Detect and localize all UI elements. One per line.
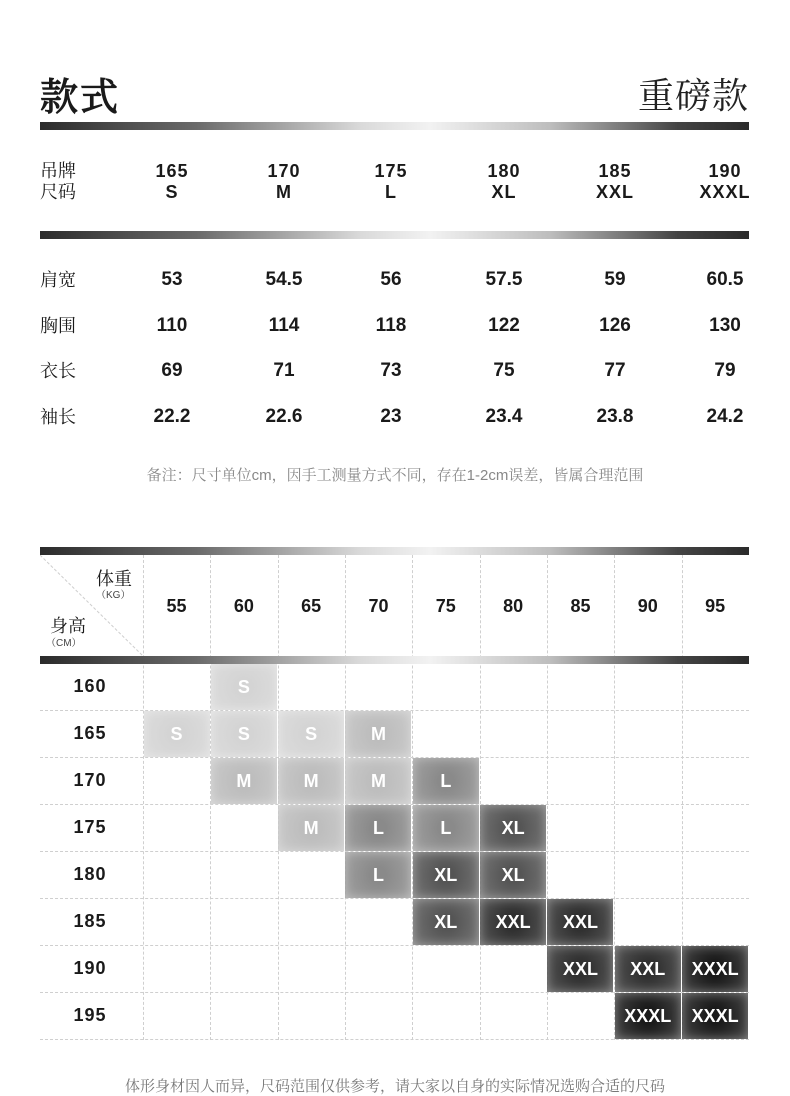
height-value: 170	[73, 770, 107, 790]
weight-value: 85	[570, 596, 591, 616]
height-label: 身高	[50, 616, 86, 636]
measurement-value: 22.6	[265, 406, 303, 427]
measurement-label: 胸围	[40, 316, 76, 336]
size-recommendation-cell: XXXL	[682, 993, 748, 1039]
measurement-value: 75	[493, 360, 515, 381]
tag-height: 185	[598, 161, 632, 181]
height-value: 180	[73, 864, 107, 884]
size-recommendation-cell: XL	[413, 852, 479, 898]
tag-size: XXL	[595, 182, 634, 202]
divider-bar	[40, 547, 749, 555]
size-column-header	[685, 161, 765, 203]
measurement-value: 69	[161, 360, 183, 381]
tag-height: 165	[155, 161, 189, 181]
measurement-value: 22.2	[153, 406, 191, 427]
height-unit: （CM）	[46, 638, 82, 649]
grid-line	[480, 555, 481, 1040]
tag-height: 170	[267, 161, 301, 181]
grid-line	[40, 898, 749, 899]
size-column-header	[575, 161, 655, 203]
size-recommendation-cell: M	[278, 805, 344, 851]
size-column-header	[351, 161, 431, 203]
weight-value: 80	[503, 596, 524, 616]
size-recommendation-cell: M	[278, 758, 344, 804]
measurement-value: 23	[380, 406, 402, 427]
size-recommendation-cell: M	[211, 758, 277, 804]
height-value: 165	[73, 723, 107, 743]
footer-note: 体形身材因人而异，尺码范围仅供参考，请大家以自身的实际情况选购合适的尺码	[124, 1078, 665, 1095]
tag-size: L	[385, 182, 397, 202]
weight-value: 65	[301, 596, 322, 616]
measurement-value: 118	[375, 315, 407, 336]
measurement-label: 衣长	[40, 361, 76, 381]
measurement-value: 130	[709, 315, 741, 336]
size-recommendation-cell: XXL	[480, 899, 546, 945]
tag-size: S	[165, 182, 179, 202]
measurement-note: 备注：尺寸单位cm，因手工测量方式不同，存在1-2cm误差，皆属合理范围	[146, 467, 644, 484]
size-recommendation-cell: S	[211, 711, 277, 757]
measurement-value: 73	[380, 360, 402, 381]
measurement-value: 114	[268, 315, 300, 336]
size-recommendation-cell: S	[144, 711, 210, 757]
measurement-value: 53	[161, 269, 183, 290]
tag-size-label	[40, 161, 76, 203]
weight-value: 70	[368, 596, 389, 616]
tag-height: 175	[374, 161, 408, 181]
size-column-header	[464, 161, 544, 203]
size-recommendation-cell: S	[211, 664, 277, 710]
size-recommendation-cell: XXXL	[682, 946, 748, 992]
measurement-value: 57.5	[485, 269, 523, 290]
size-column-header	[244, 161, 324, 203]
grid-line	[143, 555, 144, 1040]
tag-size: M	[276, 182, 292, 202]
measurement-value: 71	[273, 360, 295, 381]
divider-bar	[40, 231, 749, 239]
size-column-header	[132, 161, 212, 203]
size-recommendation-cell: L	[413, 758, 479, 804]
weight-value: 75	[435, 596, 456, 616]
measurement-label: 袖长	[40, 407, 76, 427]
measurement-value: 77	[604, 360, 626, 381]
measurement-value: 79	[714, 360, 736, 381]
weight-label: 体重	[96, 569, 132, 589]
weight-value: 55	[166, 596, 187, 616]
height-value: 190	[73, 958, 107, 978]
weight-value: 95	[705, 596, 726, 616]
measurement-value: 56	[380, 269, 402, 290]
divider-bar	[40, 656, 749, 664]
measurement-value: 23.8	[596, 406, 634, 427]
size-recommendation-cell: XL	[480, 805, 546, 851]
height-value: 195	[73, 1005, 107, 1025]
size-recommendation-cell: XL	[413, 899, 479, 945]
style-name: 重磅款	[637, 75, 749, 116]
tag-height: 180	[487, 161, 521, 181]
measurement-value: 122	[488, 315, 520, 336]
tag-height: 190	[708, 161, 742, 181]
size-recommendation-cell: L	[345, 805, 411, 851]
measurement-value: 60.5	[706, 269, 744, 290]
measurement-value: 23.4	[485, 406, 523, 427]
height-value: 160	[73, 676, 107, 696]
measurement-value: 110	[156, 315, 188, 336]
size-recommendation-cell: XXL	[547, 946, 613, 992]
weight-value: 90	[637, 596, 658, 616]
height-value: 185	[73, 911, 107, 931]
page-title: 款式	[40, 77, 121, 119]
size-recommendation-cell: M	[345, 711, 411, 757]
tag-size: XXXL	[699, 182, 751, 202]
tag-size: XL	[491, 182, 517, 202]
size-recommendation-cell: XXL	[547, 899, 613, 945]
measurement-value: 59	[604, 269, 626, 290]
divider-bar	[40, 122, 749, 130]
tag-label: 吊牌	[40, 161, 76, 181]
size-recommendation-cell: XXXL	[615, 993, 681, 1039]
size-recommendation-cell: S	[278, 711, 344, 757]
size-recommendation-cell: L	[345, 852, 411, 898]
measurement-value: 54.5	[265, 269, 303, 290]
measurement-value: 24.2	[706, 406, 744, 427]
size-recommendation-cell: XL	[480, 852, 546, 898]
grid-line	[40, 1039, 749, 1040]
measurement-value: 126	[599, 315, 631, 336]
measurement-label: 肩宽	[40, 270, 76, 290]
size-recommendation-cell: L	[413, 805, 479, 851]
size-recommendation-cell: M	[345, 758, 411, 804]
size-label: 尺码	[40, 182, 76, 202]
weight-value: 60	[233, 596, 254, 616]
weight-unit: （KG）	[96, 590, 131, 601]
size-recommendation-cell: XXL	[615, 946, 681, 992]
height-value: 175	[73, 817, 107, 837]
